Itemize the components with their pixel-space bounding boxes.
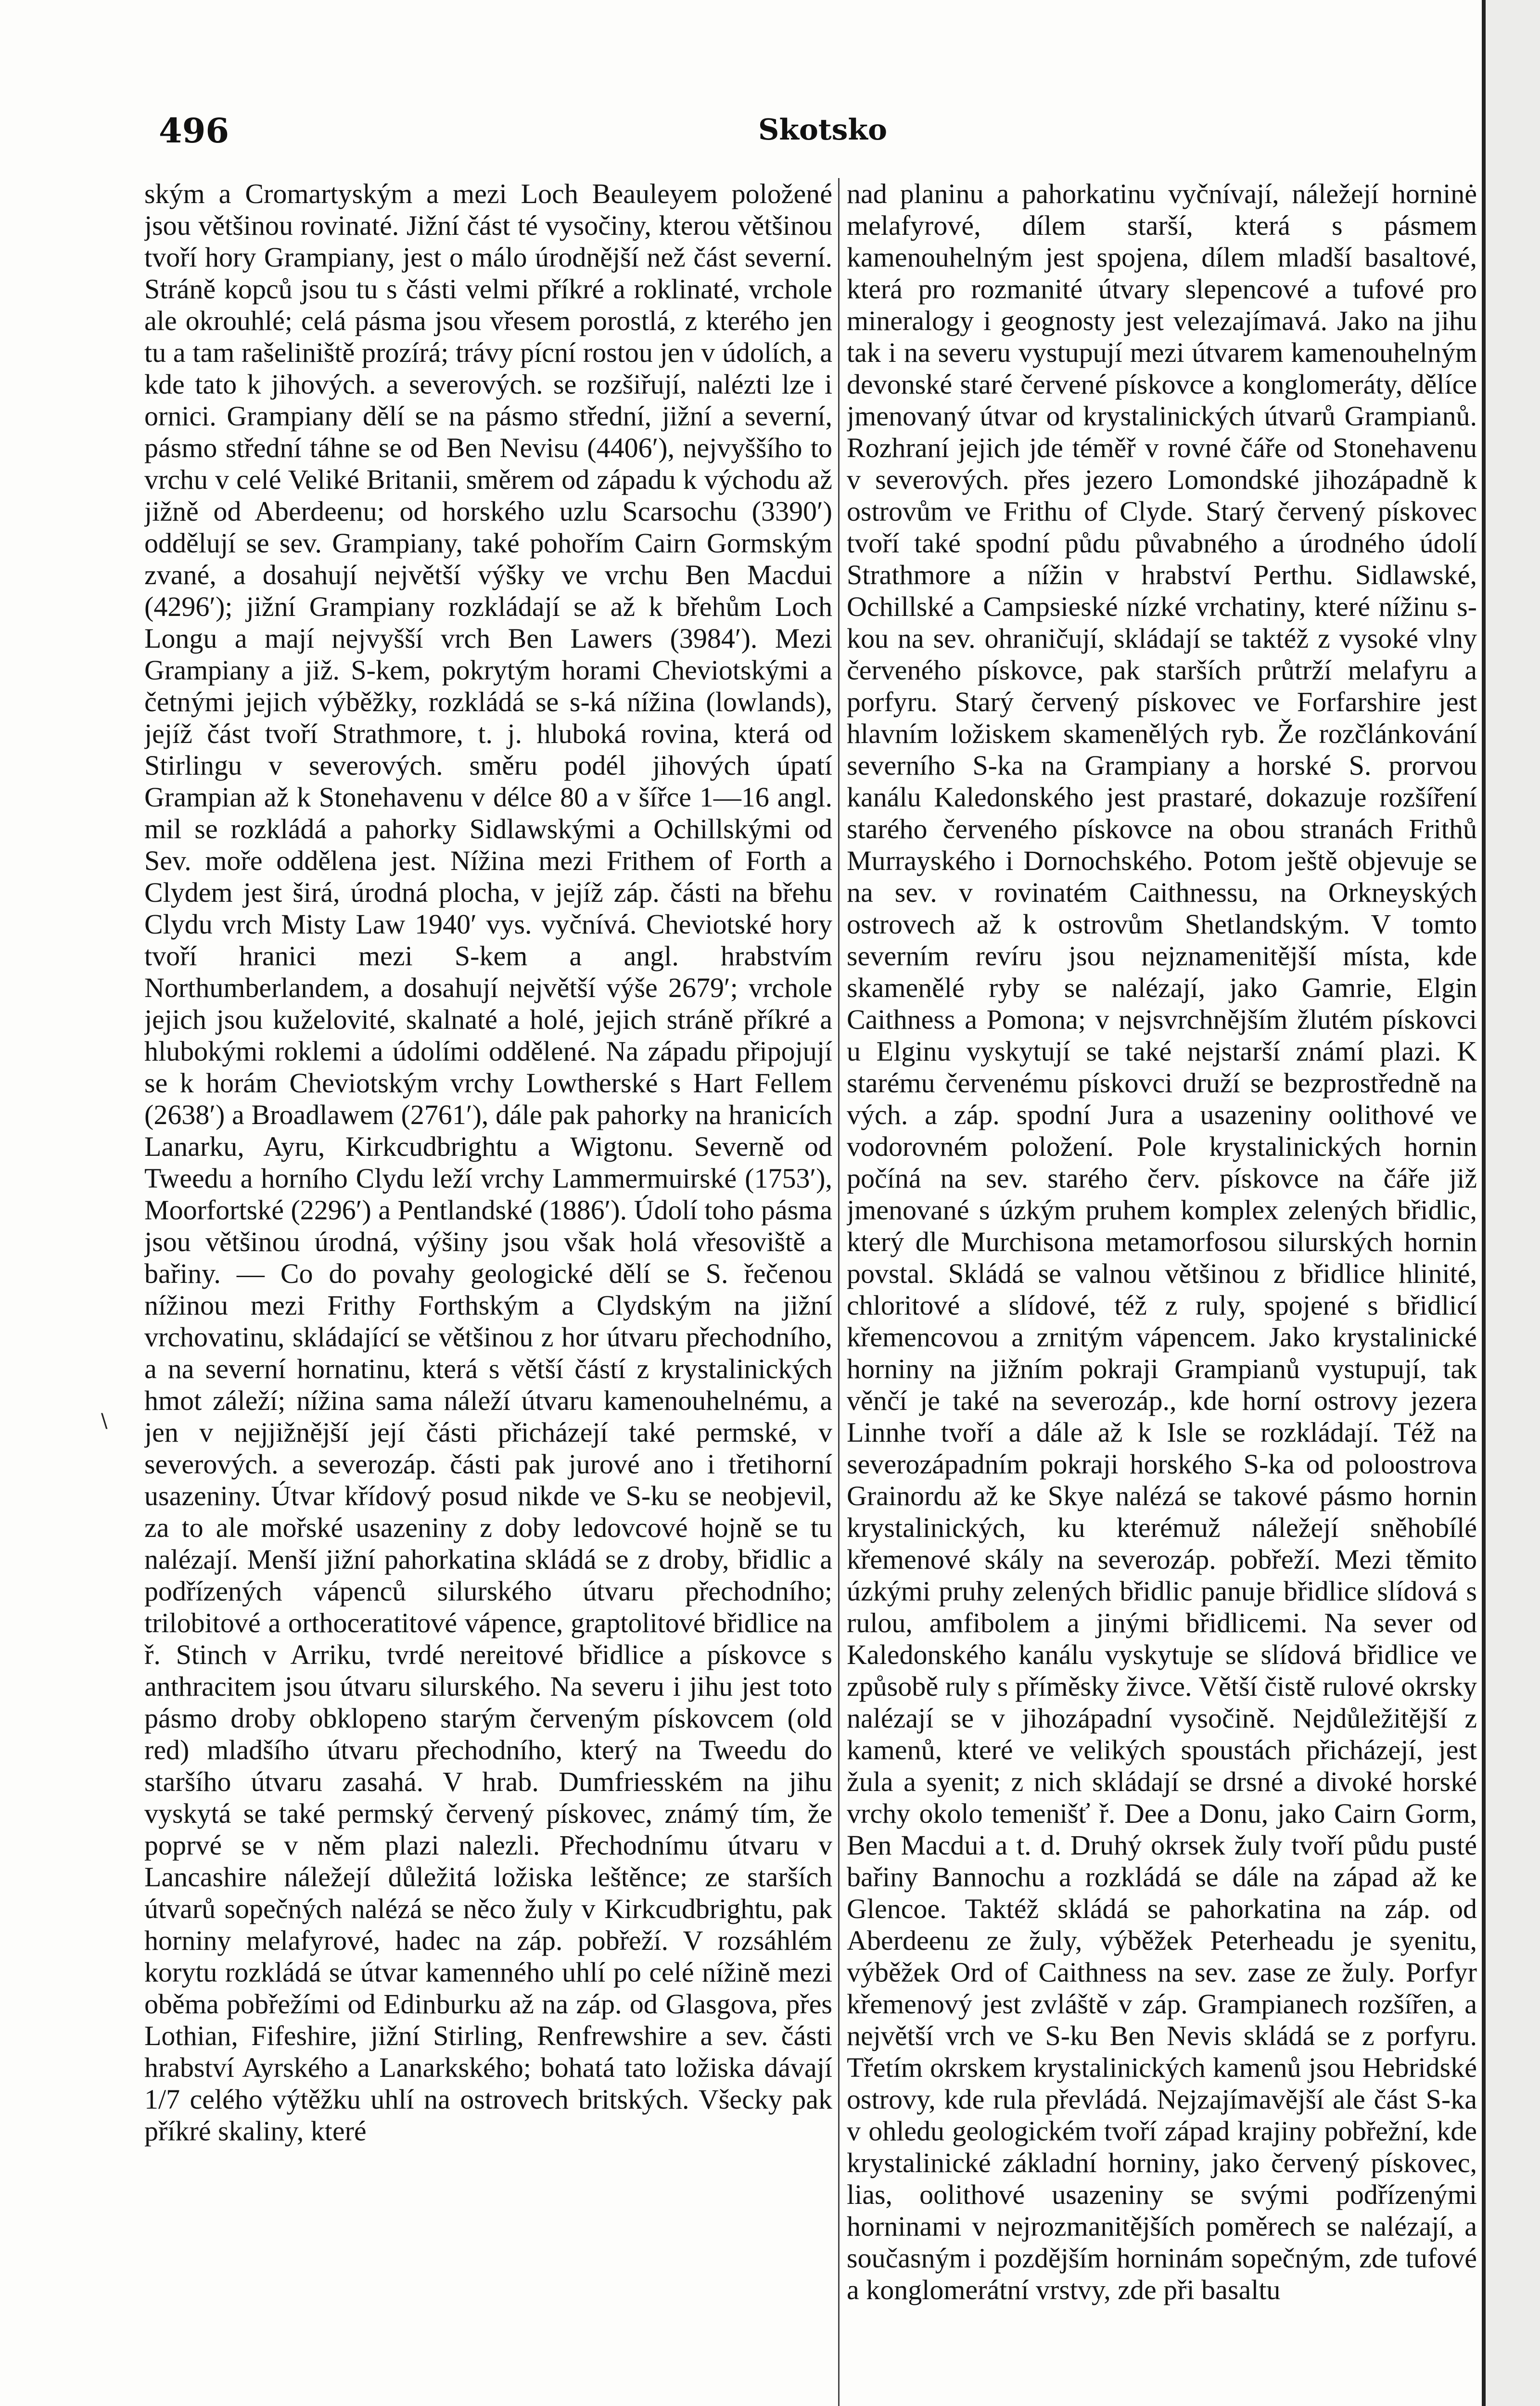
page-header [140,101,1506,154]
right-column [847,178,1477,2406]
margin-mark: \ [101,1410,108,1432]
page-number: 496 [159,111,229,151]
left-column-text: ským a Cromartyským a mezi Loch Beauleyem položené jsou většinou rovinaté. Jižní část té vysočiny, kterou většinou tvoří hory Grampiany, jest o málo úrodnější než část severní. Stráně kopců jsou tu s části velmi příkré a roklinaté, vrchole ale okrouhlé; celá pásma jsou vřesem porostlá, z kterého jen tu a tam rašeliniště prozírá; trávy pícní rostou jen v údolích, a kde tato k jihových. a severových. se rozšiřují, nalézti lze i ornici. Grampiany dělí se na pásmo střední, jižní a severní, pásmo střední táhne se od Ben Nevisu (4406′), nejvyššího to vrchu v celé Veliké Britanii, směrem od západu k východu až jižně od Aberdeenu; od horského uzlu Scarsochu (3390′) oddělují se sev. Grampiany, také pohořím Cairn Gormským zvané, a dosahují největší výšky ve vrchu Ben Macdui (4296′); jižní Grampiany rozkládají se až k břehům Loch Longu a mají nejvyšší vrch Ben Lawers (3984′). Mezi Grampiany a již. S-kem, pokrytým horami Cheviotskými a četnými jejich výběžky, rozkládá se s-ká nížina (lowlands), jejíž část tvoří Strathmore, t. j. hluboká rovina, která od Stirlingu v severových. směru podél jihových úpatí Grampian až k Stonehavenu v délce 80 a v šířce 1—16 angl. mil se rozkládá a pahorky Sidlawskými a Ochillskými od Sev. moře oddělena jest. Nížina mezi Frithem of Forth a Clydem jest širá, úrodná plocha, v jejíž záp. části na břehu Clydu vrch Misty Law 1940′ vys. vyčnívá. Cheviotské hory tvoří hranici mezi S-kem a angl. hrabstvím Northumberlandem, a dosahují největší výše 2679′; vrchole jejich jsou kuželovité, skalnaté a holé, jejich stráně příkré a hlubokými roklemi a údolími oddělené. Na západu připojují se k horám Cheviotským vrchy Lowtherské s Hart Fellem (2638′) a Broadlawem (2761′), dále pak pahorky na hranicích Lanarku, Ayru, Kirkcudbrightu a Wigtonu. Severně od Tweedu a horního Clydu leží vrchy Lammermuirské (1753′), Moorfortské (2296′) a Pentlandské (1886′). Údolí toho pásma jsou většinou úrodná, výšiny jsou však holá vřesoviště a bařiny. — Co do povahy geologické dělí se S. řečenou nížinou mezi Frithy Forthským a Clydským na jižní vrchovatinu, skládající se většinou z hor útvaru přechodního, a na severní hornatinu, která s větší částí z krystalinických hmot záleží; nížina sama náleží útvaru kamenouhelnému, a jen v nejjižnější její části přicházejí také permské, v severových. a severozáp. části pak jurové ano i třetihorní usazeniny. Útvar křídový posud nikde ve S-ku se neobjevil, za to ale mořské usazeniny z doby ledovcové hojně se tu nalézají. Menší jižní pahorkatina skládá se z droby, břidlic a podřízených vápenců silurského útvaru přechodního; trilobitové a orthoceratitové vápence, graptolitové břidlice na ř. Stinch v Arriku, tvrdé nereitové břidlice a pískovce s anthracitem jsou útvaru silurského. Na severu i jihu jest toto pásmo droby obklopeno starým červeným pískovcem (old red) mladšího útvaru přechodního, který na Tweedu do staršího útvaru zasahá. V hrab. Dumfriesském na jihu vyskytá se také permský červený pískovec, známý tím, že poprvé se v něm plazi nalezli. Přechodnímu útvaru v Lancashire náležejí důležitá ložiska leštěnce; ze starších útvarů sopečných nalézá se něco žuly v Kirkcudbrightu, pak horniny melafyrové, hadec na záp. pobřeží. V rozsáhlém korytu rozkládá se útvar kamenného uhlí po celé nížině mezi oběma pobřežími od Edinburku až na záp. od Glasgova, přes Lothian, Fifeshire, jižní Stirling, Renfrewshire a sev. části hrabství Ayrského a Lanarkského; bohatá tato ložiska dávají 1/7 celého výtěžku uhlí na ostrovech britských. Všecky pak příkré skaliny, které [144,178,832,2147]
page-gutter [1486,0,1540,2406]
right-column-text: nad planinu a pahorkatinu vyčnívají, náležejí horninė melafyrové, dílem starší, která s pásmem kamenouhelným jest spojena, dílem mladší basaltové, která pro rozmanité útvary slepencové a tufové pro mineralogy i geognosty jest velezajímavá. Jako na jihu tak i na severu vystupují mezi útvarem kamenouhelným devonské staré červené pískovce a konglomeráty, dělíce jmenovaný útvar od krystalinických útvarů Grampianů. Rozhraní jejich jde téměř v rovné čáře od Stonehavenu v severových. přes jezero Lomondské jihozápadně k ostrovům ve Frithu of Clyde. Starý červený pískovec tvoří také spodní půdu půvabného a úrodného údolí Strathmore a nížin v hrabství Perthu. Sidlawské, Ochillské a Campsieské nízké vrchatiny, které nížinu s-kou na sev. ohraničují, skládají se taktéž z vysoké vlny červeného pískovce, pak starších průtrží melafyru a porfyru. Starý červený pískovec ve Forfarshire jest hlavním ložiskem skamenělých ryb. Že rozčlánkování severního S-ka na Grampiany a horské S. prorvou kanálu Kaledonského jest prastaré, dokazuje rozšíření starého červeného pískovce na obou stranách Frithů Murrayského i Dornochského. Potom ještě objevuje se na sev. v rovinatém Caithnessu, na Orkneyských ostrovech až k ostrovům Shetlandským. V tomto severním revíru jsou nejznamenitější místa, kde skamenělé ryby se nalézají, jako Gamrie, Elgin Caithness a Pomona; v nejsvrchnějším žlutém pískovci u Elginu vyskytují se také nejstarší známí plazi. K starému červenému pískovci druží se bezprostředně na vých. a záp. spodní Jura a usazeniny oolithové ve vodorovném položení. Pole krystalinických hornin počíná na sev. starého červ. pískovce na čáře již jmenované s úzkým pruhem komplex zelených břidlic, který dle Murchisona metamorfosou silurských hornin povstal. Skládá se valnou většinou z břidlice hlinité, chloritové a slídové, též z ruly, spojené s břidlicí křemencovou a zrnitým vápencem. Jako krystalinické horniny na jižním pokraji Grampianů vystupují, tak věnčí je také na severozáp., kde horní ostrovy jezera Linnhe tvoří a dále až k Isle se rozkládají. Též na severozápadním pokraji horského S-ka od poloostrova Grainordu až ke Skye nalézá se takové pásmo hornin krystalinických, ku kterémuž náležejí sněhobílé křemenové skály na severozáp. pobřeží. Mezi těmito úzkými pruhy zelených břidlic panuje břidlice slídová s rulou, amfibolem a jinými břidlicemi. Na sever od Kaledonského kanálu vyskytuje se slídová břidlice ve způsobě ruly s příměsky živce. Větší čistě rulové okrsky nalézají se v jihozápadní vysočině. Nejdůležitější z kamenů, které ve velikých spoustách přicházejí, jest žula a syenit; z nich skládají se drsné a divoké horské vrchy okolo temenišť ř. Dee a Donu, jako Cairn Gorm, Ben Macdui a t. d. Druhý okrsek žuly tvoří půdu pusté bařiny Bannochu a rozkládá se dále na západ až ke Glencoe. Taktéž skládá se pahorkatina na záp. od Aberdeenu ze žuly, výběžek Peterheadu je syenitu, výběžek Ord of Caithness na sev. zase ze žuly. Porfyr křemenový jest zvláště v záp. Grampianech rozšířen, a největší vrch ve S-ku Ben Nevis skládá se z porfyru. Třetím okrskem krystalinických kamenů jsou Hebridské ostrovy, kde rula převládá. Nejzajímavější ale část S-ka v ohledu geologickém tvoří západ krajiny pobřežní, kde krystalinické základní horniny, jako červený pískovec, lias, oolithové usazeniny se svými podřízenými horninami v nejrozmanitějších poměrech se nalézají, a současným i pozdějším horninám sopečným, zde tufové a konglomerátní vrstvy, zde při basaltu [847,178,1477,2305]
running-head: Skotsko [758,113,887,147]
page-fold-edge [1482,0,1486,2406]
column-divider [838,178,840,2406]
left-column [144,178,832,2406]
